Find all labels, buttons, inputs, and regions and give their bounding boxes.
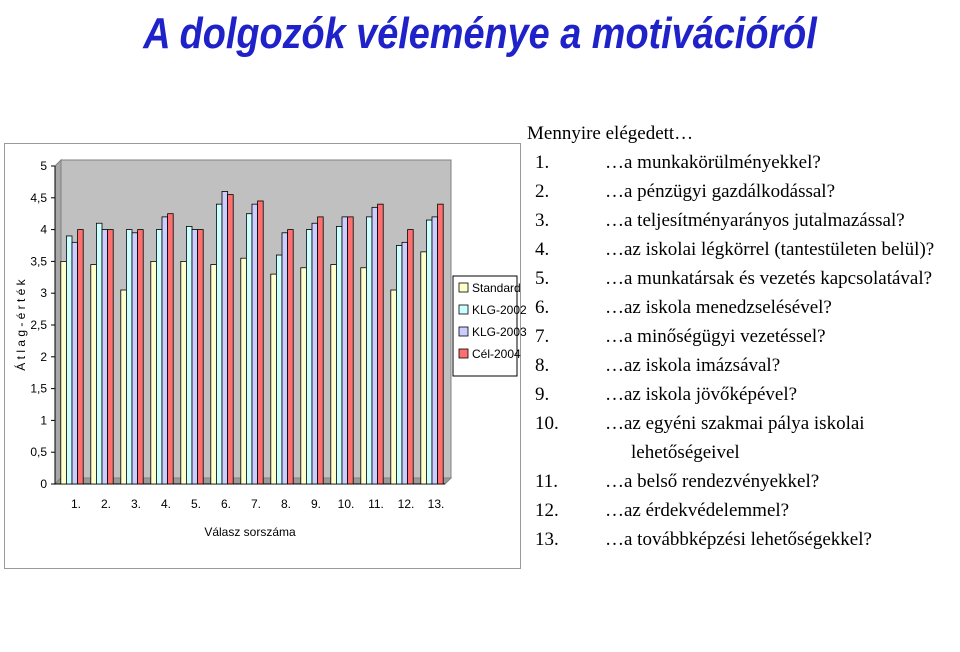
question-number: 11. [535, 471, 559, 492]
question-number: 2. [535, 181, 550, 202]
bar [396, 246, 402, 485]
x-tick-label: 5. [190, 497, 202, 511]
bar [241, 258, 247, 484]
bar [276, 255, 282, 484]
bar [162, 217, 168, 484]
bar [252, 204, 258, 484]
bar [348, 217, 354, 484]
bar [216, 204, 222, 484]
x-tick-label: 1. [70, 497, 82, 511]
bar [222, 191, 228, 484]
question-number: 10. [535, 413, 559, 434]
chart-canvas [5, 144, 527, 568]
bar [72, 242, 78, 484]
x-tick-label: 6. [220, 497, 232, 511]
x-tick-label: 7. [250, 497, 262, 511]
bar [391, 290, 397, 484]
bar [108, 230, 114, 484]
x-tick-label: 3. [130, 497, 142, 511]
y-tick-label: 0,5 [30, 445, 47, 460]
y-tick-label: 2 [40, 349, 47, 364]
x-tick-label: 13. [427, 497, 445, 511]
y-tick-label: 3,5 [30, 254, 47, 269]
question-item-1 [527, 148, 960, 177]
bar [312, 223, 318, 484]
y-tick-label: 1 [40, 413, 47, 428]
bar [432, 217, 438, 484]
question-item-12 [527, 496, 960, 525]
legend-swatch [459, 327, 468, 336]
legend-entry: KLG-2003 [472, 325, 527, 339]
question-item-8 [527, 351, 960, 380]
bar [426, 220, 432, 484]
bar [271, 274, 277, 484]
bar [402, 242, 408, 484]
bar [102, 230, 108, 484]
question-text: …a minőségügyi vezetéssel? [605, 326, 826, 347]
legend-entry: Cél-2004 [472, 347, 521, 361]
question-number: 3. [535, 210, 550, 231]
question-text: …a pénzügyi gazdálkodással? [605, 181, 836, 202]
y-tick-label: 3 [40, 286, 47, 301]
bar [361, 268, 367, 484]
y-tick-label: 0 [40, 477, 47, 491]
bar [336, 226, 342, 484]
question-text: …az iskola jövőképével? [605, 384, 798, 405]
bar [258, 201, 264, 484]
question-item-11 [527, 467, 960, 496]
page-title: A dolgozók véleménye a motivációról [143, 9, 817, 58]
legend-swatch [459, 283, 468, 292]
question-number: 13. [535, 529, 559, 550]
bar [331, 265, 337, 484]
legend-swatch [459, 349, 468, 358]
bar [282, 233, 288, 484]
x-tick-label: 9. [310, 497, 322, 511]
bar [228, 195, 234, 484]
y-tick-label: 4 [40, 222, 47, 237]
bar [78, 230, 84, 484]
bar [121, 290, 127, 484]
question-text: …a munkatársak és vezetés kapcsolatával? [605, 268, 933, 289]
question-number: 1. [535, 152, 550, 173]
question-text: …a belső rendezvényekkel? [605, 471, 820, 492]
bar [378, 204, 384, 484]
bar [408, 230, 414, 484]
bar [288, 230, 294, 484]
bar [198, 230, 204, 484]
bar [181, 261, 187, 484]
bar [372, 207, 378, 484]
bar [366, 217, 372, 484]
x-tick-label: 11. [368, 497, 384, 511]
question-text: …az érdekvédelemmel? [605, 500, 790, 521]
bar [342, 217, 348, 484]
question-text: …az iskola imázsával? [605, 355, 781, 376]
x-axis-label: Válasz sorszáma [204, 525, 296, 539]
legend-swatch [459, 305, 468, 314]
bar [126, 230, 132, 484]
y-axis-label: Á t l a g - é r t é k [14, 279, 28, 371]
bar [151, 261, 157, 484]
y-tick-label: 5 [40, 159, 47, 173]
question-item-6 [527, 293, 960, 322]
x-tick-label: 2. [100, 497, 112, 511]
bar [211, 265, 217, 484]
bar [318, 217, 324, 484]
question-item-4 [527, 235, 960, 264]
y-tick-label: 2,5 [30, 318, 47, 332]
x-tick-label: 10. [337, 497, 355, 511]
bar [132, 233, 138, 484]
question-item-2 [527, 177, 960, 206]
question-list-heading: Mennyire elégedett… [527, 123, 694, 144]
question-item-3 [527, 206, 960, 235]
question-text: …az iskola menedzselésével? [605, 297, 832, 318]
question-number: 8. [535, 355, 550, 376]
question-item-5 [527, 264, 960, 293]
question-item-10 [527, 409, 960, 467]
bar [301, 268, 307, 484]
question-number: 9. [535, 384, 550, 405]
question-item-7 [527, 322, 960, 351]
bar-chart [4, 143, 527, 569]
bar [96, 223, 102, 484]
bar [168, 214, 174, 484]
legend-entry: KLG-2002 [472, 303, 527, 317]
bar [91, 265, 97, 484]
bar [61, 261, 67, 484]
question-text: …a munkakörülményekkel? [605, 152, 821, 173]
bar [66, 236, 72, 484]
x-tick-label: 8. [280, 497, 292, 511]
bar [306, 230, 312, 484]
bar [192, 230, 198, 484]
bar [138, 230, 144, 484]
bar [438, 204, 444, 484]
question-item-13 [527, 525, 960, 554]
question-number: 5. [535, 268, 550, 289]
question-number: 12. [535, 500, 559, 521]
question-number: 6. [535, 297, 550, 318]
legend-entry: Standard [472, 281, 521, 295]
bar [246, 214, 252, 484]
question-text: …az egyéni szakmai pálya iskolai lehetőségeivel [605, 413, 865, 463]
plot-side-wall [55, 160, 61, 484]
bar [186, 226, 192, 484]
bar [421, 252, 427, 484]
question-number: 7. [535, 326, 550, 347]
question-text: …a továbbképzési lehetőségekkel? [605, 529, 872, 550]
y-tick-label: 4,5 [30, 190, 47, 205]
question-list [527, 119, 960, 554]
question-number: 4. [535, 239, 550, 260]
y-tick-label: 1,5 [30, 381, 47, 396]
question-item-9 [527, 380, 960, 409]
x-tick-label: 4. [160, 497, 172, 511]
x-tick-label: 12. [397, 497, 415, 511]
question-text: …a teljesítményarányos jutalmazással? [605, 210, 905, 231]
question-text: …az iskolai légkörrel (tantestületen belül)? [605, 239, 935, 260]
bar [156, 230, 162, 484]
